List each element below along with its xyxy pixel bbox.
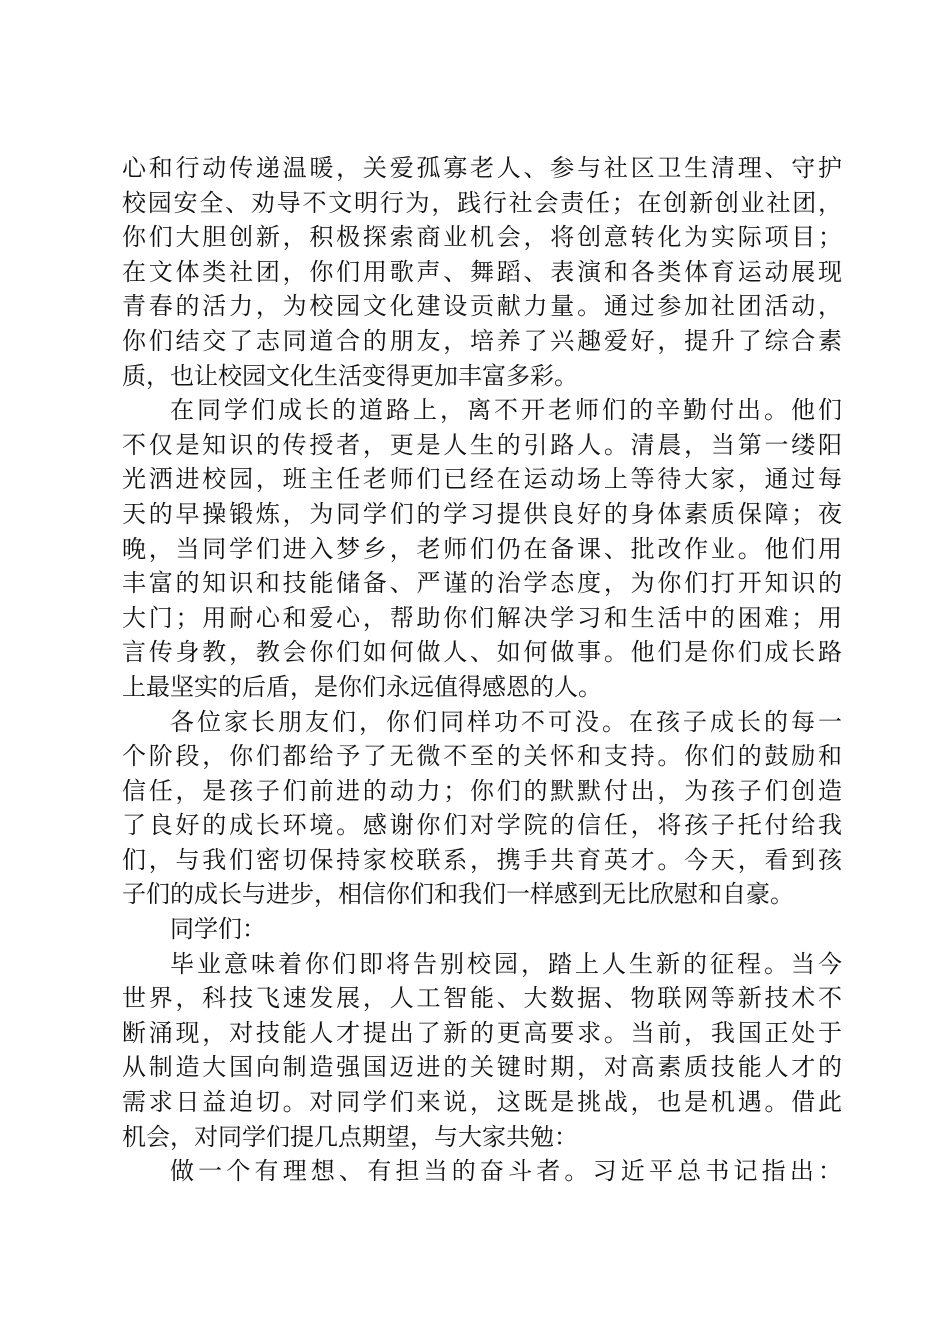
text-line: 天的早操锻炼，为同学们的学习提供良好的身体素质保障；夜 (122, 499, 842, 528)
text-line: 言传身教，教会你们如何做人、如何做事。他们是你们成长路 (122, 638, 842, 667)
text-line: 心和行动传递温暖，关爱孤寡老人、参与社区卫生清理、守护 (122, 154, 842, 182)
text-line: 断涌现，对技能人才提出了新的更高要求。当前，我国正处于 (122, 1018, 842, 1047)
text-line: 质，也让校园文化生活变得更加丰富多彩。 (122, 361, 578, 390)
text-line: 机会，对同学们提几点期望，与大家共勉： (122, 1122, 578, 1151)
text-line: 在文体类社团，你们用歌声、舞蹈、表演和各类体育运动展现 (122, 257, 842, 286)
paragraph-first-line: 各位家长朋友们，你们同样功不可没。在孩子成长的每一 (170, 707, 842, 736)
text-line: 不仅是知识的传授者，更是人生的引路人。清晨，当第一缕阳 (122, 430, 842, 459)
text-line: 子们的成长与进步，相信你们和我们一样感到无比欣慰和自豪。 (122, 880, 794, 909)
text-line: 大门；用耐心和爱心，帮助你们解决学习和生活中的困难；用 (122, 603, 842, 632)
salutation: 同学们： (170, 915, 266, 944)
text-line: 个阶段，你们都给予了无微不至的关怀和支持。你们的鼓励和 (122, 742, 842, 771)
text-line: 了良好的成长环境。感谢你们对学院的信任，将孩子托付给我 (122, 811, 842, 840)
paragraph-first-line: 做一个有理想、有担当的奋斗者。习近平总书记指出： (170, 1157, 842, 1186)
paragraph-first-line: 在同学们成长的道路上，离不开老师们的辛勤付出。他们 (170, 396, 842, 425)
text-line: 青春的活力，为校园文化建设贡献力量。通过参加社团活动， (122, 292, 842, 321)
text-line: 你们结交了志同道合的朋友，培养了兴趣爱好，提升了综合素 (122, 326, 842, 355)
text-line: 需求日益迫切。对同学们来说，这既是挑战，也是机遇。借此 (122, 1088, 842, 1117)
text-line: 世界，科技飞速发展，人工智能、大数据、物联网等新技术不 (122, 984, 842, 1013)
text-line: 丰富的知识和技能储备、严谨的治学态度，为你们打开知识的 (122, 569, 842, 598)
text-line: 信任，是孩子们前进的动力；你们的默默付出，为孩子们创造 (122, 776, 842, 805)
text-line: 从制造大国向制造强国迈进的关键时期，对高素质技能人才的 (122, 1053, 842, 1082)
text-line: 晚，当同学们进入梦乡，老师们仍在备课、批改作业。他们用 (122, 534, 842, 563)
text-line: 校园安全、劝导不文明行为，践行社会责任；在创新创业社团， (122, 188, 842, 217)
text-line: 你们大胆创新，积极探索商业机会，将创意转化为实际项目； (122, 223, 842, 252)
paragraph-first-line: 毕业意味着你们即将告别校园，踏上人生新的征程。当今 (170, 949, 842, 978)
text-line: 们，与我们密切保持家校联系，携手共育英才。今天，看到孩 (122, 845, 842, 874)
body-text (122, 151, 842, 1189)
text-line: 上最坚实的后盾，是你们永远值得感恩的人。 (122, 672, 602, 701)
text-line: 光洒进校园，班主任老师们已经在运动场上等待大家，通过每 (122, 465, 842, 494)
